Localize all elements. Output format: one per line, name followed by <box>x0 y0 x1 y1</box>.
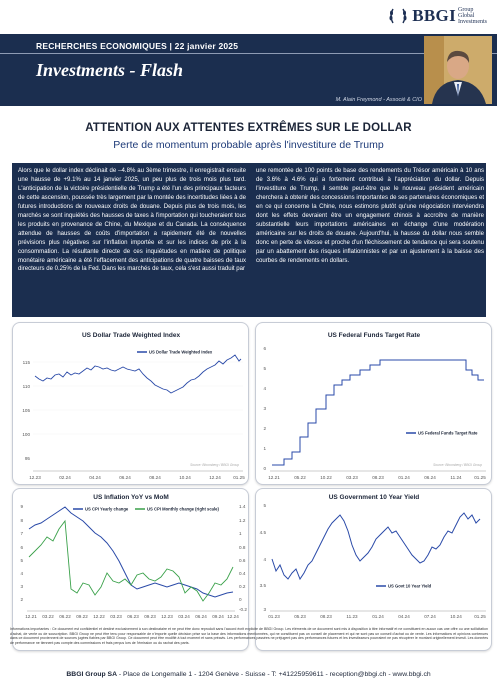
x-tick: 08.23 <box>372 475 384 480</box>
y2-tick: 0.2 <box>239 584 246 589</box>
article-subheadline: Perte de momentum probable après l'investiture de Trump <box>113 139 384 151</box>
x-tick: 05.23 <box>294 614 306 619</box>
x-tick: 02.24 <box>59 475 71 480</box>
y-tick: 2 <box>20 597 23 602</box>
y2-tick: 1.2 <box>239 518 246 523</box>
y-tick: 3 <box>263 607 266 612</box>
y-tick: 4.5 <box>259 530 266 535</box>
series-line-fed-funds <box>272 360 484 465</box>
x-tick: 12.22 <box>93 614 105 619</box>
logo-sub-investments: Investments <box>458 19 487 25</box>
chart-inflation-svg <box>13 489 249 619</box>
y2-tick: 0.4 <box>239 571 246 576</box>
page-footer <box>0 671 497 678</box>
x-tick: 12.21 <box>268 475 280 480</box>
chart-source: Source: Bloomberg / BBGI Group <box>433 463 482 467</box>
legend-label: US CPI Yearly change <box>85 506 129 512</box>
portrait-image <box>424 36 492 104</box>
chart-title: US Inflation YoY vs MoM <box>93 494 169 501</box>
y-tick: 0 <box>263 466 266 471</box>
chart-title: US Government 10 Year Yield <box>328 494 420 501</box>
logo-sub-group: Group <box>458 7 474 13</box>
y-tick: 1 <box>263 446 266 451</box>
x-tick: 12.24 <box>227 614 239 619</box>
y2-tick: 0 <box>239 597 242 602</box>
legal-disclaimer: Informations importantes : Ce document est confidentiel et destiné exclusivement à son destinataire et ne peut être donc reproduit sans l'accord écrit explicite de BBGI Group. Les éléments de ce document sont mis à disposition à titre informatif et ne constituent en aucun cas une offre ou une sollicitation d'achat, de vente ou de souscription. BBGI Group ne peut être tenu pour responsable de n'importe quelle décision prise sur la base des informations mentionnées, qui ne constituent pas un conseil de placement et qui ne sont pas un conseil d'achat ou de vente. Les informations et opinions contenues dans ce document proviennent de sources jugées fiables par BBGI Group. Ce document peut être modifié à tout moment et sans préavis. Les performances passées ne préjugent pas des performances futures et les investisseurs pourraient ne pas récupérer le montant originellement investi. Les données de performance ne tiennent pas compte des commissions et frais perçus lors de l'émission ou du rachat des parts. <box>10 627 488 645</box>
legend-label: US Federal Funds Target Rate <box>418 430 478 436</box>
x-tick: 12.21 <box>25 614 37 619</box>
x-tick: 07.24 <box>424 614 436 619</box>
x-tick: 12.23 <box>161 614 173 619</box>
y2-tick: -0.2 <box>239 607 247 612</box>
y2-tick: 0.6 <box>239 558 246 563</box>
chart-fed-funds-svg <box>256 323 492 485</box>
x-tick: 01.25 <box>233 475 245 480</box>
footer-address: - Place de Longemalle 1 - 1204 Genève - Suisse - T: +41225959611 - reception@bbgi.ch - www.bbgi.ch <box>116 671 431 678</box>
x-tick: 03.23 <box>110 614 122 619</box>
x-tick: 10.24 <box>450 614 462 619</box>
x-tick: 11.23 <box>346 614 358 619</box>
y-tick: 5 <box>263 503 266 508</box>
chart-fed-funds <box>255 322 492 485</box>
legend-label: US Dollar Trade Weighted Index <box>149 349 213 355</box>
logo-text: BBGI <box>412 6 456 25</box>
y-tick: 3 <box>20 584 23 589</box>
x-tick: 10.24 <box>179 475 191 480</box>
y-tick: 3 <box>263 406 266 411</box>
x-tick: 05.22 <box>294 475 306 480</box>
x-tick: 04.24 <box>89 475 101 480</box>
x-tick: 04.24 <box>398 614 410 619</box>
x-tick: 06.23 <box>127 614 139 619</box>
article-column-right: une remontée de 100 points de base des rendements du Trésor américain à 10 ans de 3.6% à 4.6% qui a fortement contribué à l'appréciation du dollar. Depuis l'investiture de Trump, il semble peut-être que le nouveau président américain cherchera à obtenir des concessions importantes de ses partenaires économiques et en ce qui concerne la Chine, nous estimons plutôt qu'une négociation interviendra dont les effets devraient être un engagement chinois à accroître de manière substantielle leurs importations américaines en échange d'une modération américaine sur les droits de douane. Aujourd'hui, la hausse du dollar nous semble donc en perte de vitesse et proche d'un fléchissement de tendance qui sera soutenu par un abattement des risques inflationnistes et par un ajustement à la baisse des courbes de rendements en dollars. <box>256 168 484 264</box>
footer-company: BBGI Group SA <box>66 671 117 678</box>
logo-sub-global: Global <box>458 13 475 19</box>
y-tick: 95 <box>24 456 30 461</box>
y-tick: 3.5 <box>259 583 266 588</box>
x-tick: 11.24 <box>450 475 462 480</box>
y2-tick: 1 <box>239 531 242 536</box>
logo-subtext <box>458 7 487 25</box>
chart-title: US Dollar Trade Weighted Index <box>81 332 181 339</box>
y-tick: 2 <box>263 426 266 431</box>
x-tick: 01.24 <box>398 475 410 480</box>
y2-tick: 0.8 <box>239 545 246 550</box>
x-tick: 06.22 <box>59 614 71 619</box>
series-line-cpi-mom <box>29 521 233 601</box>
y-tick: 115 <box>22 360 30 365</box>
x-tick: 03.23 <box>346 475 358 480</box>
series-line-10y <box>272 513 480 579</box>
x-tick: 01.23 <box>268 614 280 619</box>
x-tick: 10.22 <box>320 475 332 480</box>
chart-10y-yield-svg <box>256 489 492 619</box>
x-tick: 12.23 <box>29 475 41 480</box>
chart-title: US Federal Funds Target Rate <box>327 332 421 339</box>
x-tick: 01.25 <box>474 475 486 480</box>
legend-label: US CPI Monthly change (right scale) <box>147 506 219 512</box>
x-tick: 09.23 <box>144 614 156 619</box>
y-tick: 105 <box>22 408 30 413</box>
laurel-icon <box>387 5 409 27</box>
x-tick: 08.24 <box>149 475 161 480</box>
chart-dollar-index <box>12 322 249 485</box>
x-tick: 03.22 <box>42 614 54 619</box>
chart-dollar-index-svg <box>13 323 249 485</box>
y-tick: 8 <box>20 518 23 523</box>
x-tick: 12.24 <box>209 475 221 480</box>
page-title: Investments - Flash <box>36 60 184 80</box>
x-tick: 06.24 <box>119 475 131 480</box>
page-header <box>0 0 497 34</box>
x-tick: 08.23 <box>320 614 332 619</box>
report-meta: RECHERCHES ECONOMIQUES | 22 janvier 2025 <box>36 41 239 51</box>
y-tick: 100 <box>22 432 30 437</box>
company-logo <box>387 5 487 27</box>
article-column-left: Alors que le dollar index déclinait de –4.8% au 3ème trimestre, il enregistrait ensuite une hausse de +9.1% au 14 janvier 2025, un peu plus de trois mois plus tard. L'anticipation de la victoire présidentielle de Trump a été l'un des principaux facteurs de cette ascension, poussée très largement par la montée des incertitudes liées à de futures introductions de nouveaux droits de douane. Depuis plus de trois mois, les marchés se sont inquiétés des hausses de taxes à l'importation qui toucheraient tous les produits en provenance de Chine, du Mexique et du Canada. La conséquence attendue de hausses de coûts d'importation a rapidement été de nouvelles prévisions plus négatives sur l'inflation importée et sur les indices de prix à la consommation. La résultante directe de ces inquiétudes en matière de politique monétaire américaine a été l'effacement des anticipations de quatre baisses de taux directeurs de 0.25% de la Fed. Dans les marchés de taux, cela s'est aussi traduit par <box>18 168 246 273</box>
band-divider <box>0 53 497 54</box>
y-tick: 5 <box>263 366 266 371</box>
x-tick: 03.24 <box>178 614 190 619</box>
chart-source: Source: Bloomberg / BBGI Group <box>190 463 239 467</box>
y-tick: 9 <box>20 504 23 509</box>
y-tick: 4 <box>263 557 266 562</box>
author-photo <box>424 36 492 104</box>
x-tick: 09.22 <box>76 614 88 619</box>
series-line-cpi-yoy <box>29 507 233 597</box>
author-line: M. Alain Freymond - Associé & CIO <box>335 97 422 103</box>
y-tick: 6 <box>263 346 266 351</box>
x-tick: 01.25 <box>474 614 486 619</box>
y-tick: 4 <box>20 571 23 576</box>
y-tick: 4 <box>263 386 266 391</box>
series-line-dxy <box>35 355 241 393</box>
x-tick: 06.24 <box>424 475 436 480</box>
x-tick: 06.24 <box>195 614 207 619</box>
y-tick: 7 <box>20 531 23 536</box>
y-tick: 110 <box>22 384 30 389</box>
x-tick: 09.24 <box>212 614 224 619</box>
y-tick: 5 <box>20 558 23 563</box>
y-tick: 6 <box>20 545 23 550</box>
legend-label: US Govt 10 Year Yield <box>388 583 432 589</box>
y2-tick: 1.4 <box>239 504 246 509</box>
x-tick: 01.24 <box>372 614 384 619</box>
article-headline: ATTENTION AUX ATTENTES EXTRÊMES SUR LE DOLLAR <box>85 122 412 134</box>
